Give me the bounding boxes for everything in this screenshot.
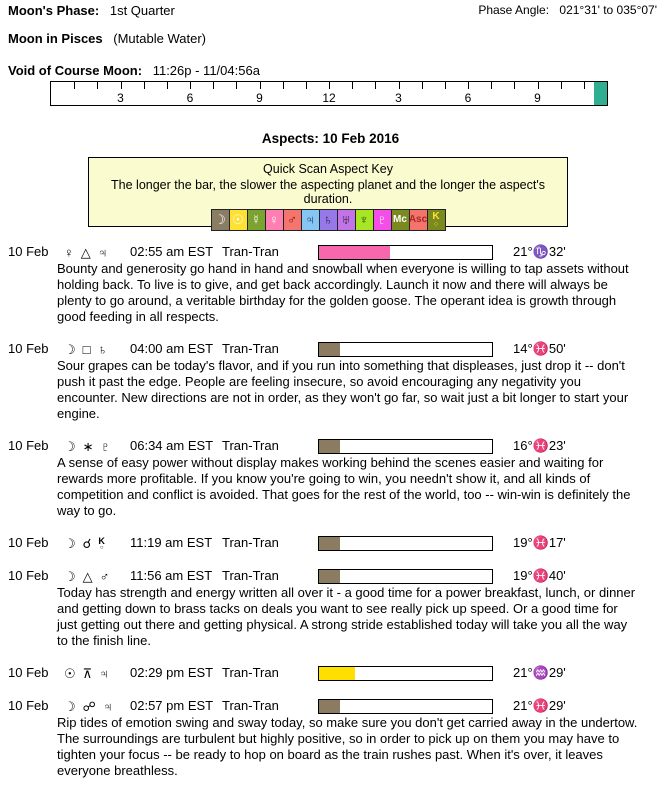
hour-tick xyxy=(121,82,122,89)
aspect-time: 11:56 am EST xyxy=(130,568,213,583)
moon-icon: ☽ xyxy=(64,569,76,584)
moon-icon: ☽ xyxy=(64,439,76,454)
moons-phase-value: 1st Quarter xyxy=(109,3,175,18)
moons-phase-line xyxy=(8,3,175,18)
duration-bar-fill xyxy=(319,667,355,680)
aspect-position: 19°♓40' xyxy=(513,568,566,583)
jupiter-icon: ♃ xyxy=(302,210,320,230)
aspect-symbols xyxy=(64,568,126,585)
jupiter-icon: ♃ xyxy=(99,666,109,681)
aspect-symbols xyxy=(64,341,126,358)
hour-tick xyxy=(283,82,284,89)
chiron-glyph xyxy=(432,212,439,228)
moon-icon: ☽ xyxy=(64,699,76,714)
duration-bar-fill xyxy=(319,700,340,713)
chiron-circle: ○ xyxy=(99,544,104,551)
hour-tick xyxy=(399,82,400,89)
duration-bar xyxy=(318,245,493,260)
hour-label: 3 xyxy=(395,91,402,105)
hour-tick xyxy=(352,82,353,89)
aspect-row xyxy=(0,438,661,519)
hour-tick xyxy=(260,82,261,89)
hour-label: 12 xyxy=(322,91,336,105)
hour-label: 6 xyxy=(186,91,194,105)
aspects-title: Aspects: 10 Feb 2016 xyxy=(261,131,400,146)
aspect-line xyxy=(0,341,661,358)
hour-label: 3 xyxy=(117,91,124,105)
aspect-description: Sour grapes can be today's flavor, and if you run into something that displeases, just drop it -- don't push it past the edge. People are feeling insecure, so avoid encouraging any negativity you encounter. New directions are not in order, as they won't go far, so wait just a bit longer to start your engine. xyxy=(57,358,629,421)
hour-label: 6 xyxy=(464,91,472,105)
aspect-date: 10 Feb xyxy=(8,244,49,259)
aspect-time: 02:57 pm EST xyxy=(130,698,214,713)
aspect-line xyxy=(0,438,661,455)
conjunction-icon: ☌ xyxy=(82,536,92,551)
hour-tick xyxy=(561,82,562,89)
moons-phase-label: Moon's Phase: xyxy=(8,3,100,18)
trine-icon: △ xyxy=(82,569,93,584)
aspect-type: Tran-Tran xyxy=(222,568,279,583)
aspect-symbols xyxy=(64,438,126,455)
aspect-type: Tran-Tran xyxy=(222,438,279,453)
moon-icon: ☽ xyxy=(64,342,76,357)
aspect-time: 02:55 am EST xyxy=(130,244,214,259)
uranus-icon: ♅ xyxy=(338,210,356,230)
aspect-position: 19°♓17' xyxy=(513,535,566,550)
aspect-position: 21°♒29' xyxy=(513,665,566,680)
chiron-icon xyxy=(428,210,445,230)
quincunx-icon: ⊼ xyxy=(82,666,93,681)
duration-bar xyxy=(318,439,493,454)
aspect-type: Tran-Tran xyxy=(222,341,279,356)
hour-tick xyxy=(74,82,75,89)
aspect-description: Today has strength and energy written all over it - a good time for a power breakfast, lunch, or dinner and getting down to brass tacks on deals you want to see really pick up speed. Or a good time for just getting out there and getting physical. A strong stride established today will take you all the way to the finish line. xyxy=(57,585,636,648)
duration-bar xyxy=(318,569,493,584)
moon-sign-line xyxy=(8,31,206,46)
key-title: Quick Scan Aspect Key xyxy=(263,162,393,176)
hour-tick xyxy=(190,82,191,89)
aspect-time: 06:34 am EST xyxy=(130,438,214,453)
neptune-icon: ♆ xyxy=(356,210,374,230)
aspect-line xyxy=(0,665,661,682)
aspect-row xyxy=(0,244,661,325)
moon-icon: ☽ xyxy=(212,210,230,230)
aspect-line xyxy=(0,535,661,552)
duration-bar xyxy=(318,699,493,714)
aspect-row xyxy=(0,698,661,779)
void-of-course-label: Void of Course Moon: xyxy=(8,63,143,78)
aspect-symbols xyxy=(64,665,126,682)
duration-bar-fill xyxy=(319,440,340,453)
aspect-line xyxy=(0,244,661,261)
phase-angle-value: 021°31' to 035°07' xyxy=(559,3,657,17)
aspect-date: 10 Feb xyxy=(8,568,49,583)
quick-scan-aspect-key xyxy=(88,157,568,227)
hour-tick xyxy=(236,82,237,89)
hour-tick xyxy=(491,82,492,89)
pluto-icon: ♇ xyxy=(100,439,111,454)
aspect-time: 11:19 am EST xyxy=(130,535,213,550)
sun-icon: ☉ xyxy=(64,666,76,681)
hour-tick xyxy=(514,82,515,89)
saturn-icon: ♄ xyxy=(320,210,338,230)
hour-tick xyxy=(329,82,330,89)
chiron-k: K xyxy=(432,211,440,222)
aspect-line xyxy=(0,698,661,715)
hour-tick xyxy=(584,82,585,89)
saturn-icon: ♄ xyxy=(97,342,108,357)
jupiter-icon: ♃ xyxy=(102,699,113,714)
hour-label: 9 xyxy=(534,91,541,105)
mercury-icon: ☿ xyxy=(248,210,266,230)
aspect-row xyxy=(0,568,661,649)
chiron-k: K xyxy=(98,535,105,546)
trine-icon: △ xyxy=(80,245,91,260)
square-icon: □ xyxy=(82,342,91,357)
midheaven-icon: Mc xyxy=(392,210,410,230)
sextile-icon: ∗ xyxy=(82,439,94,454)
aspect-description: Bounty and generosity go hand in hand and snowball when everyone is willing to tap assets without holding back. To live is to give, and get back accordingly. Launch it now and there will always be plenty to go around, a veritable birthday for the golden goose. The operant idea is growth through good feeding in all respects. xyxy=(57,261,629,324)
sun-icon: ☉ xyxy=(230,210,248,230)
aspect-symbols xyxy=(64,244,126,261)
aspect-symbols xyxy=(64,698,126,715)
aspect-symbols xyxy=(64,535,126,552)
hour-tick xyxy=(468,82,469,89)
aspect-date: 10 Feb xyxy=(8,665,49,680)
aspect-description: A sense of easy power without display makes working behind the scenes easier and waiting for rewards more profitable. If you know you're going to win, you needn't show it, and all kinds of competition and conflict is avoided. That goes for the rest of the world, too -- win-win is definitely the way to go. xyxy=(57,455,631,518)
key-subtitle: The longer the bar, the slower the aspecting planet and the longer the aspect's duration. xyxy=(111,178,545,206)
aspect-date: 10 Feb xyxy=(8,438,49,453)
hour-tick xyxy=(306,82,307,89)
aspect-position: 16°♓23' xyxy=(513,438,566,453)
aspect-row xyxy=(0,535,661,552)
pluto-icon: ♇ xyxy=(374,210,392,230)
phase-angle xyxy=(478,3,657,17)
duration-bar-fill xyxy=(319,246,390,259)
hour-tick xyxy=(422,82,423,89)
hour-tick xyxy=(144,82,145,89)
duration-bar xyxy=(318,666,493,681)
aspect-position: 21°♑32' xyxy=(513,244,566,259)
hour-tick xyxy=(97,82,98,89)
duration-bar xyxy=(318,536,493,551)
duration-bar xyxy=(318,342,493,357)
hour-label: 9 xyxy=(256,91,263,105)
void-of-course-value: 11:26p - 11/04:56a xyxy=(152,63,260,78)
hour-tick xyxy=(213,82,214,89)
aspect-date: 10 Feb xyxy=(8,341,49,356)
opposition-icon: ☍ xyxy=(82,699,96,714)
aspect-line xyxy=(0,568,661,585)
aspect-type: Tran-Tran xyxy=(222,698,279,713)
aspect-type: Tran-Tran xyxy=(222,244,279,259)
aspect-description: Rip tides of emotion swing and sway today, so make sure you don't get carried away in the undertow. The surroundings are turbulent but highly positive, so in order to pick up on them you may have to tighten your focus -- be ready to hop on board as the train rushes past. When it's over, it leaves everyone breathless. xyxy=(57,715,638,778)
aspect-position: 21°♓29' xyxy=(513,698,566,713)
aspect-list xyxy=(0,244,661,795)
duration-bar-fill xyxy=(319,537,340,550)
aspect-time: 04:00 am EST xyxy=(130,341,214,356)
aspect-position: 14°♓50' xyxy=(513,341,566,356)
aspect-date: 10 Feb xyxy=(8,698,49,713)
moon-sign-value: (Mutable Water) xyxy=(113,31,206,46)
hour-tick xyxy=(167,82,168,89)
aspect-row xyxy=(0,341,661,422)
aspect-type: Tran-Tran xyxy=(222,665,279,680)
venus-icon: ♀ xyxy=(64,245,74,260)
aspect-row xyxy=(0,665,661,682)
aspect-time: 02:29 pm EST xyxy=(130,665,214,680)
aspect-type: Tran-Tran xyxy=(222,535,279,550)
ascendant-icon: Asc xyxy=(410,210,428,230)
hour-tick xyxy=(538,82,539,89)
mars-icon: ♂ xyxy=(284,210,302,230)
duration-bar-fill xyxy=(319,343,340,356)
mars-icon: ♂ xyxy=(99,569,110,584)
void-period-marker xyxy=(594,82,607,105)
key-symbols xyxy=(211,209,446,231)
venus-icon: ♀ xyxy=(266,210,284,230)
duration-bar-fill xyxy=(319,570,340,583)
jupiter-icon: ♃ xyxy=(97,245,108,260)
moon-icon: ☽ xyxy=(64,536,76,551)
void-of-course-line xyxy=(8,63,260,78)
chiron-circle: ○ xyxy=(433,221,439,228)
moon-sign-label: Moon in Pisces xyxy=(8,31,103,46)
hour-tick xyxy=(375,82,376,89)
phase-angle-label: Phase Angle: xyxy=(478,3,550,17)
chiron-glyph xyxy=(98,537,105,551)
void-timeline xyxy=(50,81,608,106)
hour-tick xyxy=(445,82,446,89)
aspect-date: 10 Feb xyxy=(8,535,49,550)
